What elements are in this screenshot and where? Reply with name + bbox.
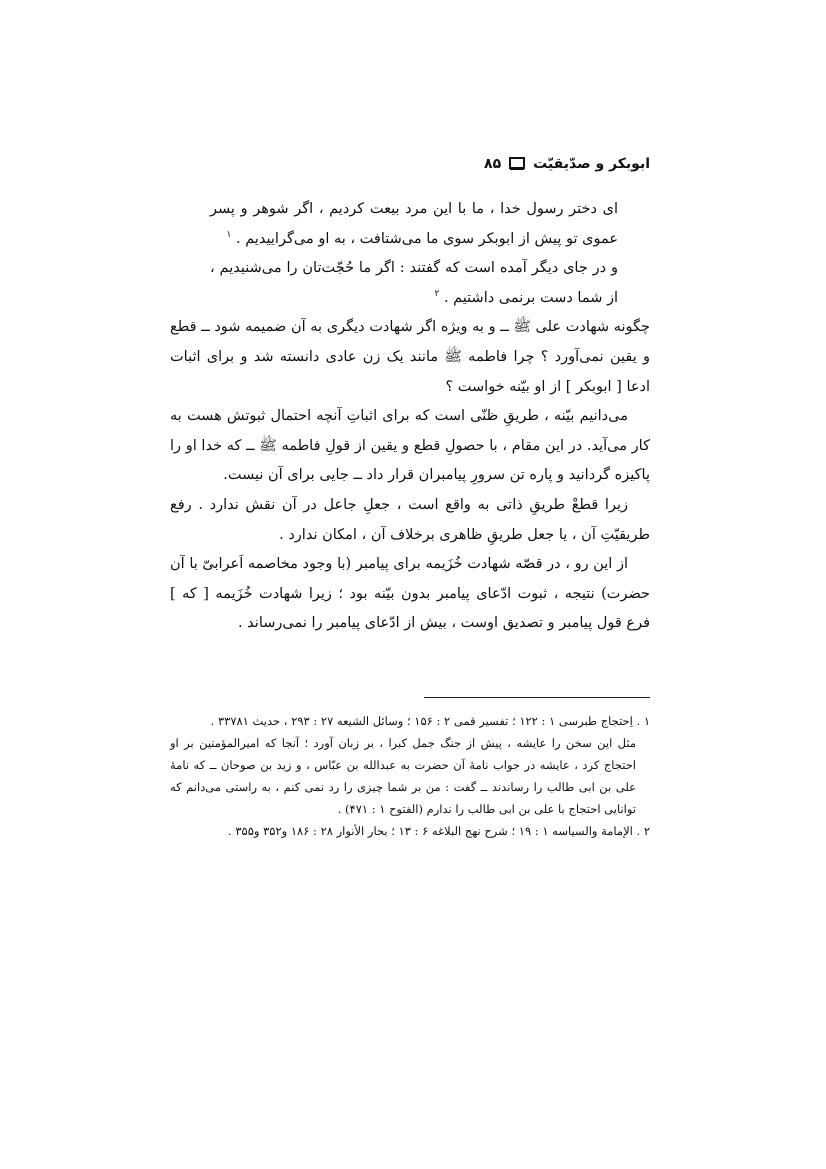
quote-paragraph: و در جای دیگر آمده است که گفتند : اگر ما حُجّت‌تان را می‌شنیدیم ، از شما دست برنمی داشتیم . $^۲$ <box>210 260 618 306</box>
running-header <box>170 152 650 176</box>
footnote-separator <box>424 697 650 698</box>
footnote-2: ۲ . الإمامة والسیاسه ۱ : ۱۹ ؛ شرح نهج البلاغه ۶ : ۱۳ ؛ بحار الأنوار ۲۸ : ۱۸۶ و۳۵۲ و۳۵۵ . <box>228 824 650 838</box>
book-page <box>170 140 650 1040</box>
page-number: ۸۵ <box>484 156 502 172</box>
body-paragraph: از این رو ، در قصّه شهادت خُزَیمه برای پیامبر (با وجود مخاصمه اَعرابیّ با آن حضرت) نتیجه ، ثبوت ادّعای پیامبر بدون بیّنه بود ؛ زیرا شهادت خُزَیمه [ که ] فرع قول پیامبر و تصدیق اوست ، بیش از ادّعای پیامبر را نمی‌رساند . <box>170 556 650 632</box>
quote-paragraph: ای دختر رسول خدا ، ما با این مرد بیعت کردیم ، اگر شوهر و پسر عموی تو پیش از ابوبکر سوی ما می‌شتافت ، به او می‌گراییدیم . $^۱$ <box>210 201 618 247</box>
main-text <box>170 195 650 639</box>
body-paragraph: چگونه شهادت علی ﷺ ــ و به ویژه اگر شهادت دیگری به آن ضمیمه شود ــ قطع و یقین نمی‌آورد ؟ چرا فاطمه ﷺ مانند یک زن عادی دانسته شد و برای اثبات ادعا [ ابوبکر ] از او بیّنه خواست ؟ <box>170 319 650 395</box>
footnote-1-continuation: مثل این سخن را عایشه ، پیش از جنگ جمل کبرا ، بر زبان آورد ؛ آنجا که امیرالمؤمنین بر او احتجاج کرد ، عایشه در جواب نامهٔ آن حضرت به عبدالله بن عبّاس ، و زید بن صوحان ــ که نامهٔ علی بن ابی طالب را رساندند ــ گفت : من بر شما چیزی را رد نمی کنم ، به راستی می‌دانم که توانایی احتجاج با علی بن ابی طالب را ندارم (الفتوح ۱ : ۴۷۱) . <box>170 736 636 816</box>
footnote-1: ۱ . اِحتجاج طبرسی ۱ : ۱۲۲ ؛ تفسیر قمی ۲ : ۱۵۶ ؛ وسائل الشیعه ۲۷ : ۲۹۳ ، حدیث ۳۳۷۸۱ . <box>210 714 650 728</box>
footnotes <box>170 710 650 842</box>
running-title: ابوبکر و صدّیقیّت <box>533 156 650 172</box>
footnote-mark: ۱ <box>226 229 232 240</box>
footnote-mark: ۲ <box>434 288 440 299</box>
book-icon <box>509 157 525 171</box>
body-paragraph: زیرا قطعْ طریقِ ذاتی به واقع است ، جعلِ جاعل در آن نقش ندارد . رفع طریقیّتِ آن ، یا جعل طریقِ ظاهری برخلاف آن ، امکان ندارد . <box>170 496 650 543</box>
body-paragraph: می‌دانیم بیّنه ، طریقِ ظنّی است که برای اثباتِ آنچه احتمال ثبوتش هست به کار می‌آید. در این مقام ، با حصولِ قطع و یقین از قولِ فاطمه ﷺ ــ که خدا او را پاکیزه گردانید و پاره تن سرورِ پیامبران قرار داد ــ جایی برای آن نیست. <box>170 408 650 484</box>
